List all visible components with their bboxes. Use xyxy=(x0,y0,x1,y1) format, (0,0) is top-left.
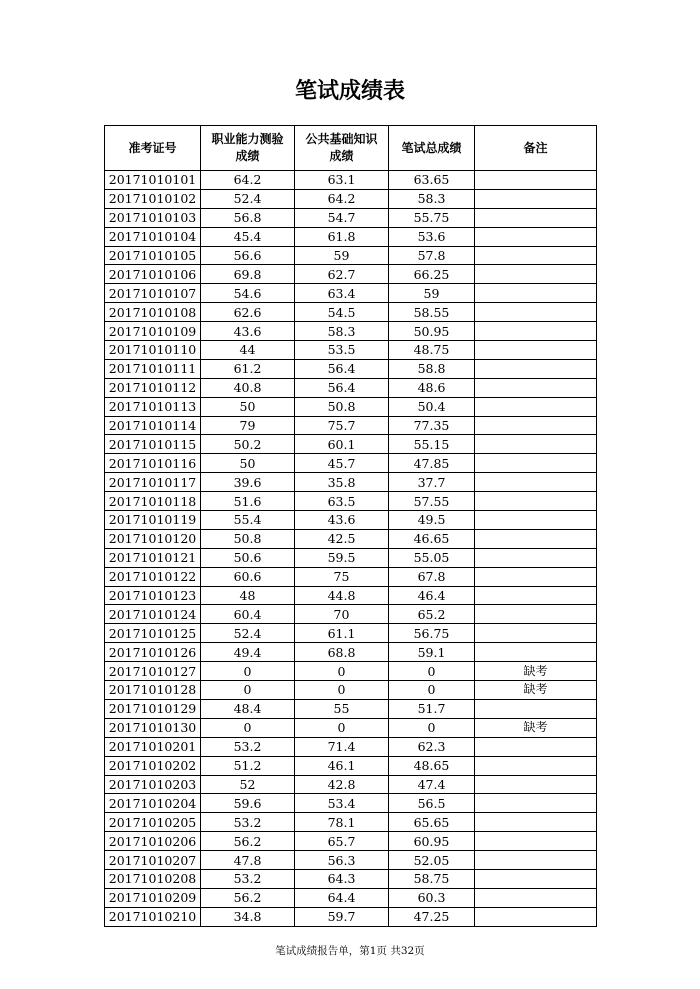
table-row xyxy=(105,284,597,303)
total-score-cell: 50.95 xyxy=(389,322,475,341)
ability-score-cell: 34.8 xyxy=(201,907,295,926)
basic-score-cell: 43.6 xyxy=(295,511,389,530)
exam-id-cell: 20171010126 xyxy=(105,643,201,662)
basic-score-cell: 42.5 xyxy=(295,529,389,548)
total-score-cell: 59.1 xyxy=(389,643,475,662)
total-score-cell: 47.4 xyxy=(389,775,475,794)
ability-score-cell: 43.6 xyxy=(201,322,295,341)
header-note: 备注 xyxy=(475,126,597,171)
exam-id-cell: 20171010205 xyxy=(105,813,201,832)
total-score-cell: 57.55 xyxy=(389,492,475,511)
header-ability-score: 职业能力测验 成绩 xyxy=(201,126,295,171)
note-cell xyxy=(475,284,597,303)
table-row xyxy=(105,851,597,870)
table-row xyxy=(105,454,597,473)
basic-score-cell: 46.1 xyxy=(295,756,389,775)
ability-score-cell: 0 xyxy=(201,662,295,681)
total-score-cell: 48.75 xyxy=(389,341,475,360)
note-cell xyxy=(475,473,597,492)
exam-id-cell: 20171010121 xyxy=(105,548,201,567)
table-row xyxy=(105,208,597,227)
table-row xyxy=(105,171,597,190)
ability-score-cell: 39.6 xyxy=(201,473,295,492)
note-cell xyxy=(475,208,597,227)
table-row xyxy=(105,378,597,397)
ability-score-cell: 50 xyxy=(201,397,295,416)
total-score-cell: 52.05 xyxy=(389,851,475,870)
note-cell xyxy=(475,171,597,190)
table-row xyxy=(105,737,597,756)
basic-score-cell: 75.7 xyxy=(295,416,389,435)
total-score-cell: 0 xyxy=(389,662,475,681)
header-basic-knowledge-score: 公共基础知识 成绩 xyxy=(295,126,389,171)
table-row xyxy=(105,699,597,718)
note-cell xyxy=(475,605,597,624)
exam-id-cell: 20171010210 xyxy=(105,907,201,926)
total-score-cell: 60.3 xyxy=(389,888,475,907)
note-cell xyxy=(475,699,597,718)
exam-id-cell: 20171010106 xyxy=(105,265,201,284)
basic-score-cell: 50.8 xyxy=(295,397,389,416)
exam-id-cell: 20171010125 xyxy=(105,624,201,643)
basic-score-cell: 64.3 xyxy=(295,869,389,888)
total-score-cell: 51.7 xyxy=(389,699,475,718)
note-cell xyxy=(475,359,597,378)
exam-id-cell: 20171010111 xyxy=(105,359,201,378)
basic-score-cell: 62.7 xyxy=(295,265,389,284)
exam-id-cell: 20171010117 xyxy=(105,473,201,492)
basic-score-cell: 59 xyxy=(295,246,389,265)
ability-score-cell: 56.8 xyxy=(201,208,295,227)
note-cell xyxy=(475,737,597,756)
ability-score-cell: 52 xyxy=(201,775,295,794)
total-score-cell: 58.55 xyxy=(389,303,475,322)
exam-id-cell: 20171010110 xyxy=(105,341,201,360)
note-cell xyxy=(475,775,597,794)
basic-score-cell: 70 xyxy=(295,605,389,624)
note-cell xyxy=(475,813,597,832)
basic-score-cell: 0 xyxy=(295,662,389,681)
ability-score-cell: 47.8 xyxy=(201,851,295,870)
total-score-cell: 0 xyxy=(389,718,475,737)
ability-score-cell: 56.6 xyxy=(201,246,295,265)
ability-score-cell: 50.8 xyxy=(201,529,295,548)
ability-score-cell: 51.2 xyxy=(201,756,295,775)
ability-score-cell: 49.4 xyxy=(201,643,295,662)
basic-score-cell: 54.7 xyxy=(295,208,389,227)
table-row xyxy=(105,567,597,586)
exam-id-cell: 20171010202 xyxy=(105,756,201,775)
exam-id-cell: 20171010112 xyxy=(105,378,201,397)
ability-score-cell: 48 xyxy=(201,586,295,605)
exam-id-cell: 20171010208 xyxy=(105,869,201,888)
total-score-cell: 56.5 xyxy=(389,794,475,813)
ability-score-cell: 55.4 xyxy=(201,511,295,530)
basic-score-cell: 56.3 xyxy=(295,851,389,870)
total-score-cell: 50.4 xyxy=(389,397,475,416)
table-row xyxy=(105,265,597,284)
ability-score-cell: 69.8 xyxy=(201,265,295,284)
exam-id-cell: 20171010130 xyxy=(105,718,201,737)
ability-score-cell: 54.6 xyxy=(201,284,295,303)
ability-score-cell: 79 xyxy=(201,416,295,435)
total-score-cell: 58.75 xyxy=(389,869,475,888)
total-score-cell: 49.5 xyxy=(389,511,475,530)
total-score-cell: 58.8 xyxy=(389,359,475,378)
table-row xyxy=(105,435,597,454)
table-row xyxy=(105,718,597,737)
ability-score-cell: 50.6 xyxy=(201,548,295,567)
scores-table xyxy=(104,125,597,927)
ability-score-cell: 44 xyxy=(201,341,295,360)
note-cell xyxy=(475,888,597,907)
basic-score-cell: 54.5 xyxy=(295,303,389,322)
exam-id-cell: 20171010123 xyxy=(105,586,201,605)
table-row xyxy=(105,643,597,662)
note-cell xyxy=(475,322,597,341)
ability-score-cell: 50.2 xyxy=(201,435,295,454)
note-cell xyxy=(475,341,597,360)
total-score-cell: 67.8 xyxy=(389,567,475,586)
table-body xyxy=(105,171,597,927)
table-row xyxy=(105,548,597,567)
basic-score-cell: 44.8 xyxy=(295,586,389,605)
ability-score-cell: 56.2 xyxy=(201,888,295,907)
total-score-cell: 55.15 xyxy=(389,435,475,454)
table-row xyxy=(105,359,597,378)
exam-id-cell: 20171010203 xyxy=(105,775,201,794)
note-cell xyxy=(475,435,597,454)
total-score-cell: 60.95 xyxy=(389,832,475,851)
total-score-cell: 77.35 xyxy=(389,416,475,435)
basic-score-cell: 63.5 xyxy=(295,492,389,511)
total-score-cell: 65.2 xyxy=(389,605,475,624)
total-score-cell: 48.65 xyxy=(389,756,475,775)
total-score-cell: 62.3 xyxy=(389,737,475,756)
note-cell xyxy=(475,832,597,851)
exam-id-cell: 20171010207 xyxy=(105,851,201,870)
ability-score-cell: 53.2 xyxy=(201,813,295,832)
note-cell xyxy=(475,265,597,284)
basic-score-cell: 0 xyxy=(295,718,389,737)
ability-score-cell: 59.6 xyxy=(201,794,295,813)
table-row xyxy=(105,869,597,888)
total-score-cell: 66.25 xyxy=(389,265,475,284)
note-cell xyxy=(475,492,597,511)
basic-score-cell: 71.4 xyxy=(295,737,389,756)
ability-score-cell: 52.4 xyxy=(201,624,295,643)
exam-id-cell: 20171010118 xyxy=(105,492,201,511)
total-score-cell: 0 xyxy=(389,681,475,700)
total-score-cell: 46.4 xyxy=(389,586,475,605)
ability-score-cell: 53.2 xyxy=(201,737,295,756)
exam-id-cell: 20171010102 xyxy=(105,189,201,208)
basic-score-cell: 53.4 xyxy=(295,794,389,813)
basic-score-cell: 59.7 xyxy=(295,907,389,926)
table-row xyxy=(105,794,597,813)
exam-id-cell: 20171010128 xyxy=(105,681,201,700)
exam-id-cell: 20171010113 xyxy=(105,397,201,416)
table-row xyxy=(105,529,597,548)
exam-id-cell: 20171010124 xyxy=(105,605,201,624)
basic-score-cell: 65.7 xyxy=(295,832,389,851)
ability-score-cell: 53.2 xyxy=(201,869,295,888)
ability-score-cell: 48.4 xyxy=(201,699,295,718)
table-row xyxy=(105,605,597,624)
table-row xyxy=(105,624,597,643)
note-cell xyxy=(475,189,597,208)
total-score-cell: 48.6 xyxy=(389,378,475,397)
header-total-score: 笔试总成绩 xyxy=(389,126,475,171)
exam-id-cell: 20171010104 xyxy=(105,227,201,246)
basic-score-cell: 56.4 xyxy=(295,378,389,397)
exam-id-cell: 20171010122 xyxy=(105,567,201,586)
basic-score-cell: 61.1 xyxy=(295,624,389,643)
basic-score-cell: 60.1 xyxy=(295,435,389,454)
ability-score-cell: 61.2 xyxy=(201,359,295,378)
note-cell xyxy=(475,529,597,548)
note-cell xyxy=(475,851,597,870)
note-cell xyxy=(475,567,597,586)
note-cell xyxy=(475,907,597,926)
ability-score-cell: 52.4 xyxy=(201,189,295,208)
basic-score-cell: 42.8 xyxy=(295,775,389,794)
note-cell xyxy=(475,548,597,567)
exam-id-cell: 20171010119 xyxy=(105,511,201,530)
table-row xyxy=(105,586,597,605)
table-row xyxy=(105,473,597,492)
basic-score-cell: 78.1 xyxy=(295,813,389,832)
exam-id-cell: 20171010101 xyxy=(105,171,201,190)
exam-id-cell: 20171010204 xyxy=(105,794,201,813)
table-row xyxy=(105,322,597,341)
note-cell xyxy=(475,756,597,775)
note-cell xyxy=(475,794,597,813)
exam-id-cell: 20171010116 xyxy=(105,454,201,473)
ability-score-cell: 0 xyxy=(201,718,295,737)
basic-score-cell: 68.8 xyxy=(295,643,389,662)
basic-score-cell: 64.4 xyxy=(295,888,389,907)
exam-id-cell: 20171010108 xyxy=(105,303,201,322)
table-row xyxy=(105,756,597,775)
table-row xyxy=(105,888,597,907)
table-row xyxy=(105,775,597,794)
total-score-cell: 55.75 xyxy=(389,208,475,227)
total-score-cell: 55.05 xyxy=(389,548,475,567)
total-score-cell: 53.6 xyxy=(389,227,475,246)
note-cell xyxy=(475,416,597,435)
total-score-cell: 46.65 xyxy=(389,529,475,548)
exam-id-cell: 20171010209 xyxy=(105,888,201,907)
note-cell xyxy=(475,397,597,416)
exam-id-cell: 20171010206 xyxy=(105,832,201,851)
note-cell xyxy=(475,643,597,662)
basic-score-cell: 64.2 xyxy=(295,189,389,208)
table-header-row xyxy=(105,126,597,171)
basic-score-cell: 58.3 xyxy=(295,322,389,341)
ability-score-cell: 56.2 xyxy=(201,832,295,851)
exam-id-cell: 20171010129 xyxy=(105,699,201,718)
ability-score-cell: 0 xyxy=(201,681,295,700)
total-score-cell: 63.65 xyxy=(389,171,475,190)
ability-score-cell: 50 xyxy=(201,454,295,473)
exam-id-cell: 20171010114 xyxy=(105,416,201,435)
table-row xyxy=(105,397,597,416)
ability-score-cell: 60.4 xyxy=(201,605,295,624)
exam-id-cell: 20171010201 xyxy=(105,737,201,756)
table-row xyxy=(105,681,597,700)
basic-score-cell: 35.8 xyxy=(295,473,389,492)
total-score-cell: 58.3 xyxy=(389,189,475,208)
note-cell xyxy=(475,303,597,322)
total-score-cell: 47.25 xyxy=(389,907,475,926)
note-cell xyxy=(475,511,597,530)
exam-id-cell: 20171010107 xyxy=(105,284,201,303)
note-cell: 缺考 xyxy=(475,662,597,681)
total-score-cell: 59 xyxy=(389,284,475,303)
total-score-cell: 47.85 xyxy=(389,454,475,473)
note-cell: 缺考 xyxy=(475,681,597,700)
ability-score-cell: 62.6 xyxy=(201,303,295,322)
table-row xyxy=(105,303,597,322)
ability-score-cell: 64.2 xyxy=(201,171,295,190)
total-score-cell: 37.7 xyxy=(389,473,475,492)
exam-id-cell: 20171010127 xyxy=(105,662,201,681)
total-score-cell: 57.8 xyxy=(389,246,475,265)
exam-id-cell: 20171010115 xyxy=(105,435,201,454)
basic-score-cell: 56.4 xyxy=(295,359,389,378)
note-cell xyxy=(475,869,597,888)
table-row xyxy=(105,341,597,360)
table-row xyxy=(105,813,597,832)
basic-score-cell: 45.7 xyxy=(295,454,389,473)
ability-score-cell: 45.4 xyxy=(201,227,295,246)
exam-id-cell: 20171010105 xyxy=(105,246,201,265)
total-score-cell: 65.65 xyxy=(389,813,475,832)
basic-score-cell: 59.5 xyxy=(295,548,389,567)
basic-score-cell: 63.4 xyxy=(295,284,389,303)
note-cell xyxy=(475,246,597,265)
ability-score-cell: 51.6 xyxy=(201,492,295,511)
basic-score-cell: 75 xyxy=(295,567,389,586)
note-cell xyxy=(475,227,597,246)
ability-score-cell: 40.8 xyxy=(201,378,295,397)
exam-id-cell: 20171010103 xyxy=(105,208,201,227)
ability-score-cell: 60.6 xyxy=(201,567,295,586)
note-cell xyxy=(475,454,597,473)
exam-id-cell: 20171010109 xyxy=(105,322,201,341)
page-title: 笔试成绩表 xyxy=(294,79,405,104)
basic-score-cell: 61.8 xyxy=(295,227,389,246)
note-cell: 缺考 xyxy=(475,718,597,737)
table-row xyxy=(105,511,597,530)
exam-id-cell: 20171010120 xyxy=(105,529,201,548)
table-row xyxy=(105,832,597,851)
header-exam-id: 准考证号 xyxy=(105,126,201,171)
table-row xyxy=(105,662,597,681)
note-cell xyxy=(475,624,597,643)
table-row xyxy=(105,907,597,926)
basic-score-cell: 0 xyxy=(295,681,389,700)
page-footer: 笔试成绩报告单，第1页 共32页 xyxy=(275,945,425,957)
table-row xyxy=(105,189,597,208)
note-cell xyxy=(475,378,597,397)
basic-score-cell: 55 xyxy=(295,699,389,718)
table-row xyxy=(105,246,597,265)
basic-score-cell: 63.1 xyxy=(295,171,389,190)
basic-score-cell: 53.5 xyxy=(295,341,389,360)
table-row xyxy=(105,492,597,511)
table-row xyxy=(105,227,597,246)
note-cell xyxy=(475,586,597,605)
total-score-cell: 56.75 xyxy=(389,624,475,643)
table-row xyxy=(105,416,597,435)
